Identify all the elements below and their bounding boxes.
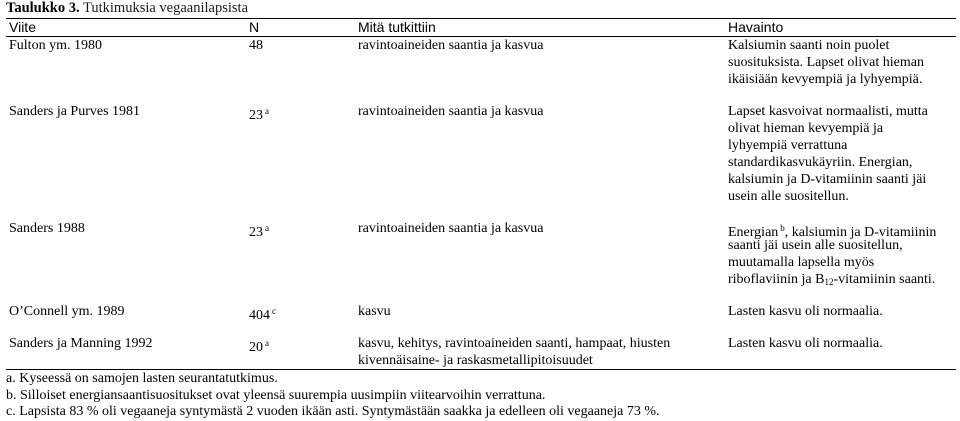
finding-text: riboflaviinin ja B bbox=[728, 272, 825, 287]
row-finding-line: Lasten kasvu oli normaalia. bbox=[728, 304, 883, 319]
row-studied: kivennäisaine- ja raskasmetallipitoisuudet bbox=[358, 353, 593, 368]
row-n bbox=[249, 103, 269, 124]
row-n-footnote-mark: a bbox=[265, 338, 269, 348]
row-finding-line: muutamalla lapsella myös bbox=[728, 255, 875, 270]
row-n bbox=[249, 303, 276, 324]
row-finding-line: suosituksista. Lapset olivat hieman bbox=[728, 55, 924, 70]
table-header bbox=[6, 18, 956, 37]
footnote-a: a. Kyseessä on samojen lasten seurantatutkimus. bbox=[6, 371, 278, 386]
row-studied: ravintoaineiden saantia ja kasvua bbox=[358, 104, 544, 119]
finding-text: , kalsiumin ja D-vitamiinin bbox=[784, 225, 937, 240]
row-n-value: 23 bbox=[249, 225, 263, 240]
table-caption bbox=[6, 0, 248, 17]
finding-subscript: 12 bbox=[824, 277, 834, 287]
row-studied: kasvu bbox=[358, 304, 391, 319]
row-n-footnote-mark: c bbox=[272, 306, 276, 316]
row-finding-line: Lasten kasvu oli normaalia. bbox=[728, 336, 883, 351]
row-ref: Sanders ja Purves 1981 bbox=[9, 104, 141, 119]
row-finding-line: standardikasvukäyriin. Energian, bbox=[728, 155, 913, 170]
footnote-b: b. Silloiset energiansaantisuositukset ovat yleensä suurempia uusimpiin viitearvoihin verrattuna. bbox=[6, 388, 546, 403]
row-finding-line bbox=[728, 271, 935, 291]
col-header-n: N bbox=[249, 19, 260, 35]
caption-title: Tutkimuksia vegaanilapsista bbox=[83, 0, 249, 16]
row-finding-line: olivat hieman kevyempiä ja bbox=[728, 121, 884, 136]
row-finding-line: Kalsiumin saanti noin puolet bbox=[728, 38, 890, 53]
row-finding-line: Lapset kasvoivat normaalisti, mutta bbox=[728, 104, 928, 119]
row-finding-line: saanti jäi usein alle suositellun, bbox=[728, 238, 903, 253]
row-finding-line: kalsiumin ja D-vitamiinin saanti jäi bbox=[728, 172, 927, 187]
row-finding-line: lyhyempiä verrattuna bbox=[728, 138, 848, 153]
row-finding-line: usein alle suositellun. bbox=[728, 189, 849, 204]
caption-label: Taulukko 3. bbox=[6, 0, 80, 16]
row-n-value: 23 bbox=[249, 108, 263, 123]
finding-footnote-mark: b bbox=[780, 223, 785, 233]
col-header-studied: Mitä tutkittiin bbox=[358, 19, 436, 35]
row-ref: Sanders ja Manning 1992 bbox=[9, 336, 153, 351]
row-n: 48 bbox=[249, 38, 263, 53]
row-n-footnote-mark: a bbox=[265, 223, 269, 233]
row-n-footnote-mark: a bbox=[265, 106, 269, 116]
finding-text: Energian bbox=[728, 225, 779, 240]
row-n-value: 404 bbox=[249, 308, 270, 323]
row-ref: O’Connell ym. 1989 bbox=[9, 304, 125, 319]
col-header-ref: Viite bbox=[9, 19, 36, 35]
row-finding-line: ikäisiään kevyempiä ja lyhyempiä. bbox=[728, 72, 923, 87]
row-studied: ravintoaineiden saantia ja kasvua bbox=[358, 38, 544, 53]
row-n bbox=[249, 335, 269, 356]
row-studied: kasvu, kehitys, ravintoaineiden saanti, hampaat, hiusten bbox=[358, 336, 671, 351]
footnote-c: c. Lapsista 83 % oli vegaaneja syntymästä 2 vuoden ikään asti. Syntymästään saakka ja edelleen oli vegaaneja 73 %. bbox=[6, 404, 660, 419]
row-studied: ravintoaineiden saantia ja kasvua bbox=[358, 221, 544, 236]
row-ref: Fulton ym. 1980 bbox=[9, 38, 102, 53]
col-header-finding: Havainto bbox=[728, 19, 784, 35]
row-n-value: 20 bbox=[249, 340, 263, 355]
row-ref: Sanders 1988 bbox=[9, 221, 85, 236]
row-n bbox=[249, 220, 269, 241]
finding-text: -vitamiinin saanti. bbox=[833, 272, 936, 287]
